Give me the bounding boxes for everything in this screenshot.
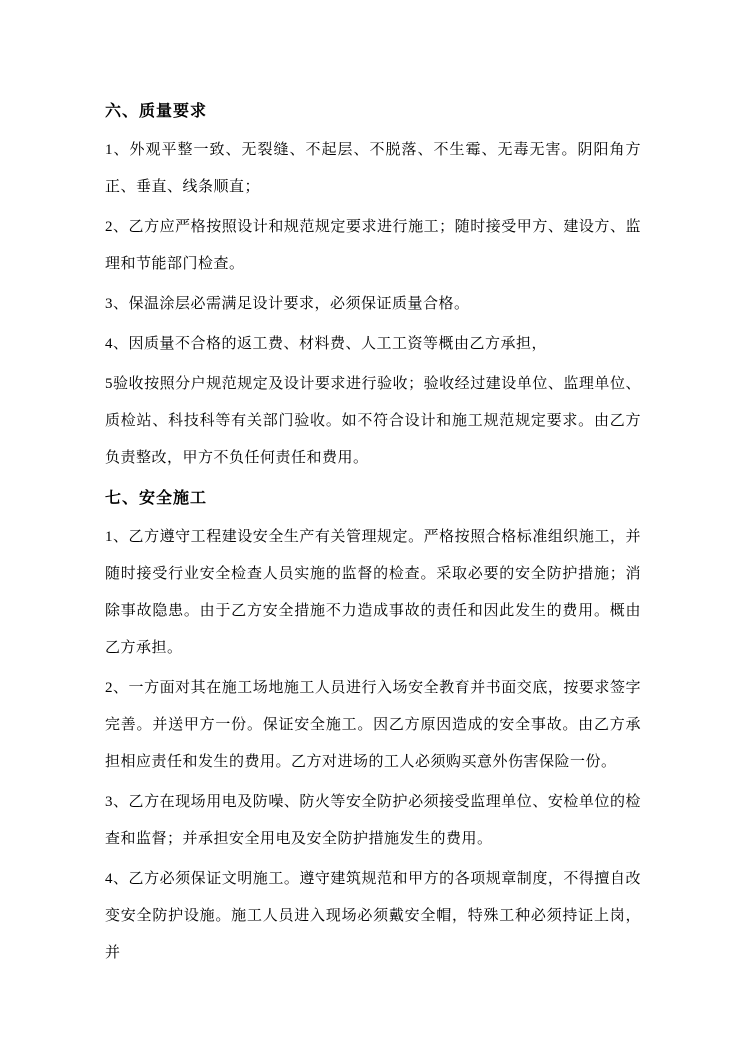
document-content [105, 93, 641, 975]
section-safety-construction [105, 480, 641, 972]
section-heading-quality: 六、质量要求 [105, 103, 208, 120]
paragraph: 4、因质量不合格的返工费、材料费、人工工资等概由乙方承担， [105, 336, 548, 352]
paragraph: 1、外观平整一致、无裂缝、不起层、不脱落、不生霉、无毒无害。阴阳角方正、垂直、线条顺直； [105, 142, 641, 195]
section-quality-requirements [105, 93, 641, 477]
section-heading-safety: 七、安全施工 [105, 490, 208, 507]
paragraph: 2、一方面对其在施工场地施工人员进行入场安全教育并书面交底，按要求签字完善。并送甲方一份。保证安全施工。因乙方原因造成的安全事故。由乙方承担相应责任和发生的费用。乙方对进场的工人必须购买意外伤害保险一份。 [105, 680, 641, 770]
paragraph: 1、乙方遵守工程建设安全生产有关管理规定。严格按照合格标准组织施工，并随时接受行业安全检查人员实施的监督的检查。采取必要的安全防护措施；消除事故隐患。由于乙方安全措施不力造成事故的责任和因此发生的费用。概由乙方承担。 [105, 529, 641, 656]
paragraph: 3、保温涂层必需满足设计要求，必须保证质量合格。 [105, 296, 470, 312]
paragraph: 3、乙方在现场用电及防噪、防火等安全防护必须接受监理单位、安检单位的检查和监督；并承担安全用电及安全防护措施发生的费用。 [105, 794, 641, 847]
paragraph: 2、乙方应严格按照设计和规范规定要求进行施工；随时接受甲方、建设方、监理和节能部门检查。 [105, 219, 641, 272]
paragraph: 4、乙方必须保证文明施工。遵守建筑规范和甲方的各项规章制度，不得擅自改变安全防护设施。施工人员进入现场必须戴安全帽，特殊工种必须持证上岗，并 [105, 871, 641, 961]
paragraph: 5验收按照分户规范规定及设计要求进行验收；验收经过建设单位、监理单位、质检站、科技科等有关部门验收。如不符合设计和施工规范规定要求。由乙方负责整改，甲方不负任何责任和费用。 [105, 376, 641, 466]
